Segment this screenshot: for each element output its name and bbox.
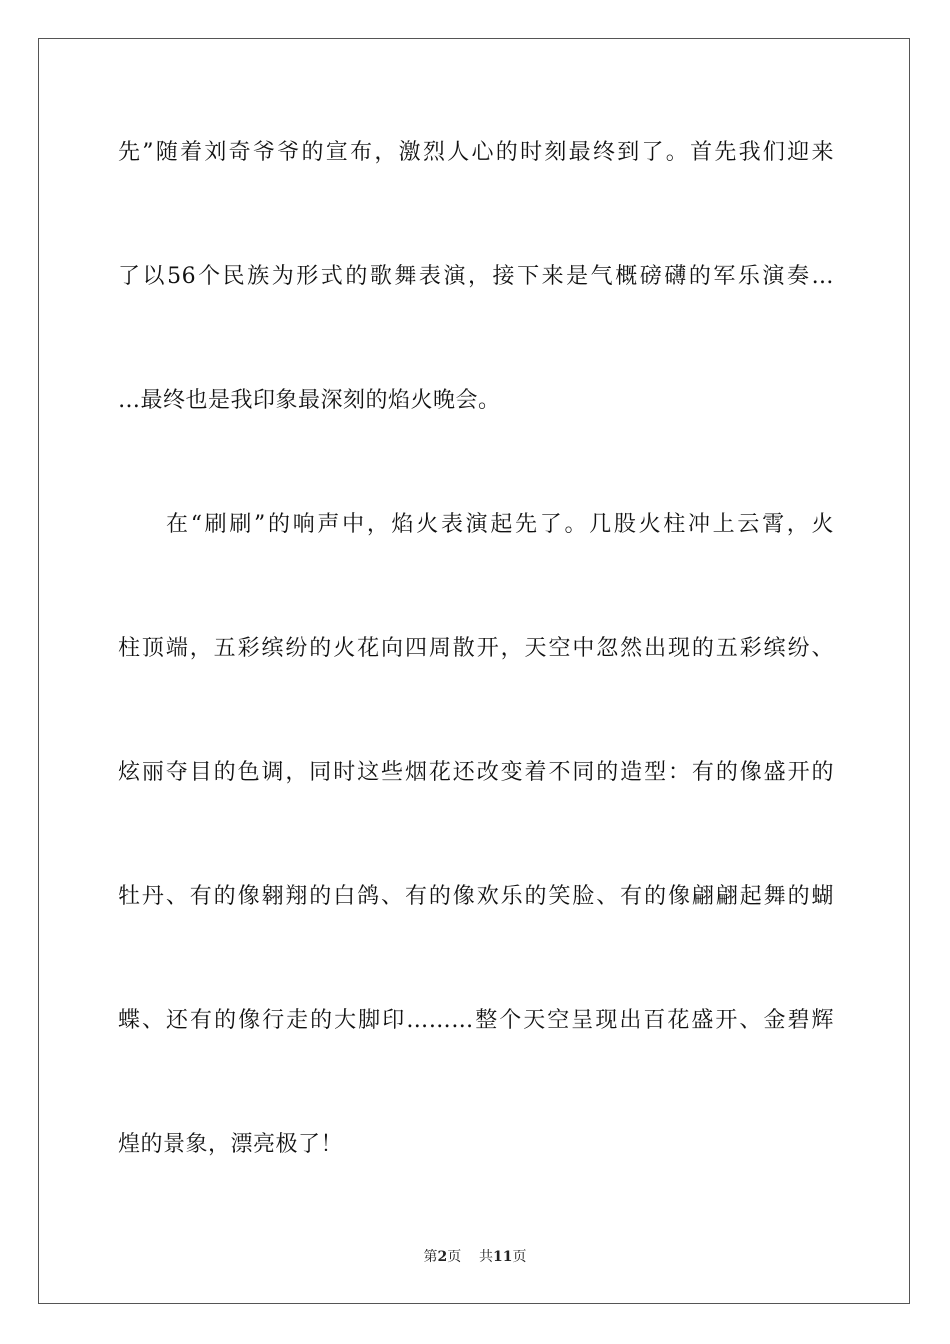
text-line-1: 先”随着刘奇爷爷的宣布，激烈人心的时刻最终到了。首先我们迎来 — [118, 140, 834, 165]
text-line-4: 在“刷刷”的响声中，焰火表演起先了。几股火柱冲上云霄，火 — [166, 512, 834, 537]
text-line-2: 了以56个民族为形式的歌舞表演，接下来是气概磅礴的军乐演奏… — [118, 264, 834, 289]
text-line-6: 炫丽夺目的色调，同时这些烟花还改变着不同的造型：有的像盛开的 — [118, 760, 834, 785]
page-suffix: 页 — [447, 1249, 462, 1265]
text-line-3: …最终也是我印象最深刻的焰火晚会。 — [118, 388, 501, 413]
text-line-8: 蝶、还有的像行走的大脚印………整个天空呈现出百花盛开、金碧辉 — [118, 1008, 834, 1033]
total-pages: 11 — [493, 1249, 513, 1265]
text-line-5: 柱顶端，五彩缤纷的火花向四周散开，天空中忽然出现的五彩缤纷、 — [118, 636, 834, 661]
total-suffix: 页 — [512, 1249, 527, 1265]
page-prefix: 第 — [423, 1249, 438, 1265]
page-border — [38, 38, 910, 1304]
text-line-9: 煌的景象，漂亮极了！ — [118, 1132, 344, 1157]
page-number: 2 — [437, 1249, 448, 1265]
text-line-7: 牡丹、有的像翱翔的白鸽、有的像欢乐的笑脸、有的像翩翩起舞的蝴 — [118, 884, 834, 909]
page-footer — [0, 1248, 950, 1266]
total-prefix: 共 — [479, 1249, 494, 1265]
